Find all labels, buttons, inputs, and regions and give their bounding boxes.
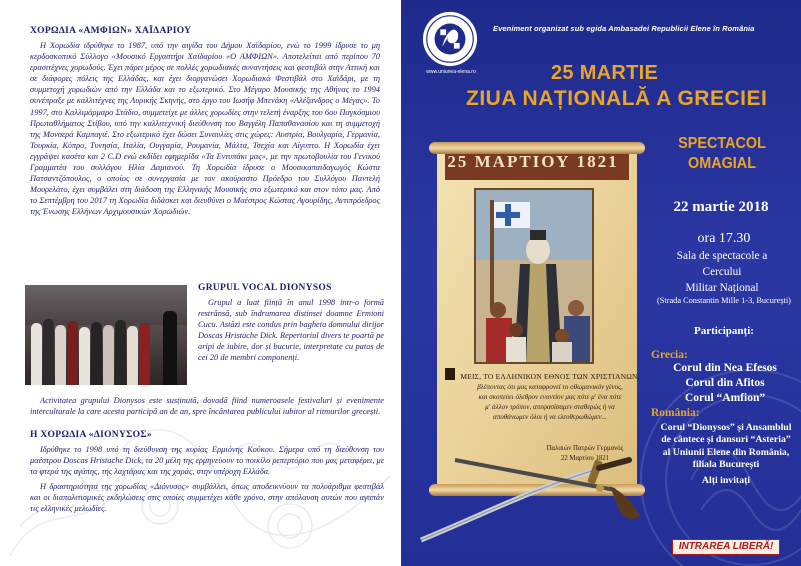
- romania-participants: [651, 422, 801, 472]
- section2-text-b: Activitatea grupului Dionysos este susținută, dovadă fiind numeroasele festivaluri și evenimente interculturale la care acesta participă an de an, spre încântarea publicului iubitor al ritmurilor grecești.: [30, 396, 384, 417]
- spectacol-title: [665, 134, 778, 174]
- venue-address: (Strada Constantin Mille 1-3, București): [657, 296, 791, 305]
- quote-line: και σκοπεύει όλεθρον εναντίον μας πότε μ' ένα πότε: [478, 393, 622, 401]
- left-panel: [0, 0, 400, 566]
- title-date: 25 MARTIE: [551, 62, 659, 84]
- romania-label: România:: [651, 407, 700, 419]
- quote-line: αποθάνωμεν όλοι ή να ελευθερωθώμεν...: [493, 413, 607, 421]
- event-organizer-line: Eveniment organizat sub egida Ambasadei Republicii Elene în România: [493, 24, 755, 33]
- sword-pistol-icon: [415, 448, 655, 548]
- participants-header: Participanți:: [694, 325, 754, 337]
- free-entry-badge: INTRAREA LIBERĂ!: [672, 539, 780, 555]
- grecia-label: Grecia:: [651, 349, 688, 361]
- romania-line1: Corul “Dionysos” și Ansamblul: [660, 422, 792, 433]
- section2-title: GRUPUL VOCAL DIONYSOS: [198, 283, 332, 293]
- venue-line2: Cercului: [702, 265, 742, 278]
- title-national-day: ZIUA NAȚIONALĂ A GRECIEI: [466, 87, 768, 110]
- grecia-item: Corul “Amfion”: [684, 392, 766, 404]
- venue: [651, 249, 793, 296]
- other-guests: Alți invitați: [701, 475, 751, 486]
- quote-first-line: ΜΕΙΣ, ΤΟ ΕΛΛΗΝΙΚΟΝ ΕΘΝΟΣ ΤΩΝ ΧΡΙΣΤΙΑΝΩΝ,: [460, 372, 640, 381]
- right-panel: [401, 0, 801, 566]
- venue-line1: Sala de spectacole a: [676, 250, 768, 262]
- choir-photo: [25, 285, 187, 385]
- revolution-painting: [474, 188, 594, 364]
- logo-url[interactable]: www.uniunea-elena.ro: [426, 69, 476, 75]
- signature-date: 22 Μαρτίου 1821: [560, 454, 610, 462]
- quote-line: βλέποντας ότι μας καταφρονεί το οθωμανικόν γένος,: [477, 383, 623, 391]
- signature-name: Παλαιών Πατρών Γερμανός: [546, 445, 624, 452]
- scroll-quote: [455, 372, 645, 422]
- venue-line3: Militar Național: [685, 281, 759, 294]
- scroll-banner: 25 ΜΑΡΤΙΟΥ 1821: [447, 152, 619, 171]
- section3-title: Η ΧΟΡΩΔΙΑ «ΔΙΟΝΥΣΟΣ»: [30, 430, 152, 440]
- event-date: 22 martie 2018: [673, 199, 769, 215]
- spectacol-line2: OMAGIAL: [687, 155, 756, 172]
- romania-line2: de cântece și dansuri “Asteria”: [661, 434, 791, 446]
- event-time: ora 17.30: [697, 231, 751, 246]
- grecia-item: Corul din Afitos: [685, 377, 765, 389]
- grecia-item: Corul din Nea Efesos: [673, 362, 777, 374]
- section3-text-b: Η δραστηριότητα της χορωδίας «Διόνυσος» συμβάλλει, όπως αποδεικνύουν τα πολυάριθμα φεστιβάλ και οι διαπολιτισμικές εκδηλώσεις στις οποίες συμμετέχει κάθε χρόνο, στην απόλαυση αυτών που αγαπάν τις ελληνικές μελωδίες.: [30, 482, 384, 514]
- spectacol-line1: SPECTACOL: [678, 135, 766, 152]
- section2-text: Grupul a luat ființă în anul 1998 intr-o formă restrânsă, sub îndrumarea distinsei doamne Ermioni Cucu. Astăzi este condus prin bagheta domnului dirijor Doscas Hristache Dick. Repertoriul divers te poartă pe aripi de iubire, dor și bucurie, interpretate cu patos de cei 20 de membri componenți.: [198, 298, 384, 363]
- section1-text: Η Χορωδία ιδρύθηκε το 1987, υπό την αιγίδα του Δήμου Χαϊδαρίου, ενώ το 1999 ίδρυσε το μη κερδοσκοπικό Σύλλογο «Μουσικό Εργαστήρι Χαϊδαρίου «Ο ΑΜΦΙΩΝ». Αποτελείται από περίπου 70 ερασιτέχνες χορωδούς. Έχει πάρει μέρος σε πολλές χορωδιακές συναντήσεις και φεστιβάλ στην Αττική και σε διάφορες πόλεις της Ελλάδας, και έχει διοργανώσει Χορωδιακά Φεστιβάλ στο Χαϊδάρι, με τη συμμετοχή χορωδιών από την Ελλάδα και το εξωτερικό. Στο Μέγαρο Μουσικής της Αθήνας το 1994 συνέπραξε με καλλιτέχνες της Λυρικής Σκηνής, στο έργο του Ιωσήφ Μπενάκη «Αλέξανδρος ο Μέγας». Το 1997, στο Καλλιμάρμαρο Στάδιο, συμμετείχε με άλλες χορωδίες στην τελετή έναρξης του 6ου Παγκόσμιου Πρωταθλήματος Στίβου, υπό την καλλιτεχνική διεύθυνση του Βαγγέλη Παπαθανασίου και τη συμμετοχή της Μονσερά Καμπαγιέ. Στο εξωτερικό έχει δώσει Συναυλίες στις χώρες: Αυστρία, Βουλγαρία, Γερμανία, Τουρκία, Κύπρο, Τυνησία, Ιταλία, Ουγγαρία, Ρουμανία, Μάλτα, Τσεχία και Αίγυπτο. Η Χορωδία έχει εγγράψει κασέτα και 2 C.D ενώ εκδίδει εφημερίδα «Τα Εντυπάκι μας», με την πρωτοβουλία του Γενικού Γραμματέα του συλλόγου Ηλία Δαμιανού. Τη Χορωδία ίδρυσε ο Μουσικοπαιδαγωγός Κώστα Πατσαντζόπουλος, ο οποίος σε συνεργασία με τον ακούραστο Πρόεδρο του Συλλόγου Παντελή Μουρελάτο, έχει συμβάλει στη διάδοση της Ελληνικής Μουσικής στο εξωτερικό και στον τόπο μας. Από το Σεπτέμβρη του 2017 τη Χορωδία διδάσκει και διευθύνει ο Μαέστρος Κώστας Αγουρίδης, Αντιπρόεδρος της Ένωσης Ελλήνων Αρχιμουσικών Χορωδιών.: [30, 41, 380, 217]
- quote-line: μ' άλλον τρόπον, απεφασίσαμεν σταθερώς ή να: [485, 403, 615, 411]
- romania-line4: filiala București: [692, 459, 760, 471]
- section1-title: ΧΟΡΩΔΙΑ «ΑΜΦΙΩΝ» ΧΑΪΔΑΡΙΟΥ: [30, 26, 192, 36]
- section3-text: Ιδρύθηκε το 1998 υπό τη διεύθυνση της κυρίας Ερμιόνης Κούκου. Σήμερα υπό τη διεύθυνση του μαέστρου Doscas Hristache Dick, τα 20 μέλη της ερμηνεύουν το ποικίλο ρεπερτόριο που μας μεταφέρει, με τα φτερά της αγάπης, της λαχτάρας και της χαράς, στην υπέροχη Ελλάδα.: [30, 445, 384, 477]
- romania-line3: al Uniunii Elene din România,: [662, 446, 790, 458]
- uniunea-elena-logo-icon: [421, 10, 479, 68]
